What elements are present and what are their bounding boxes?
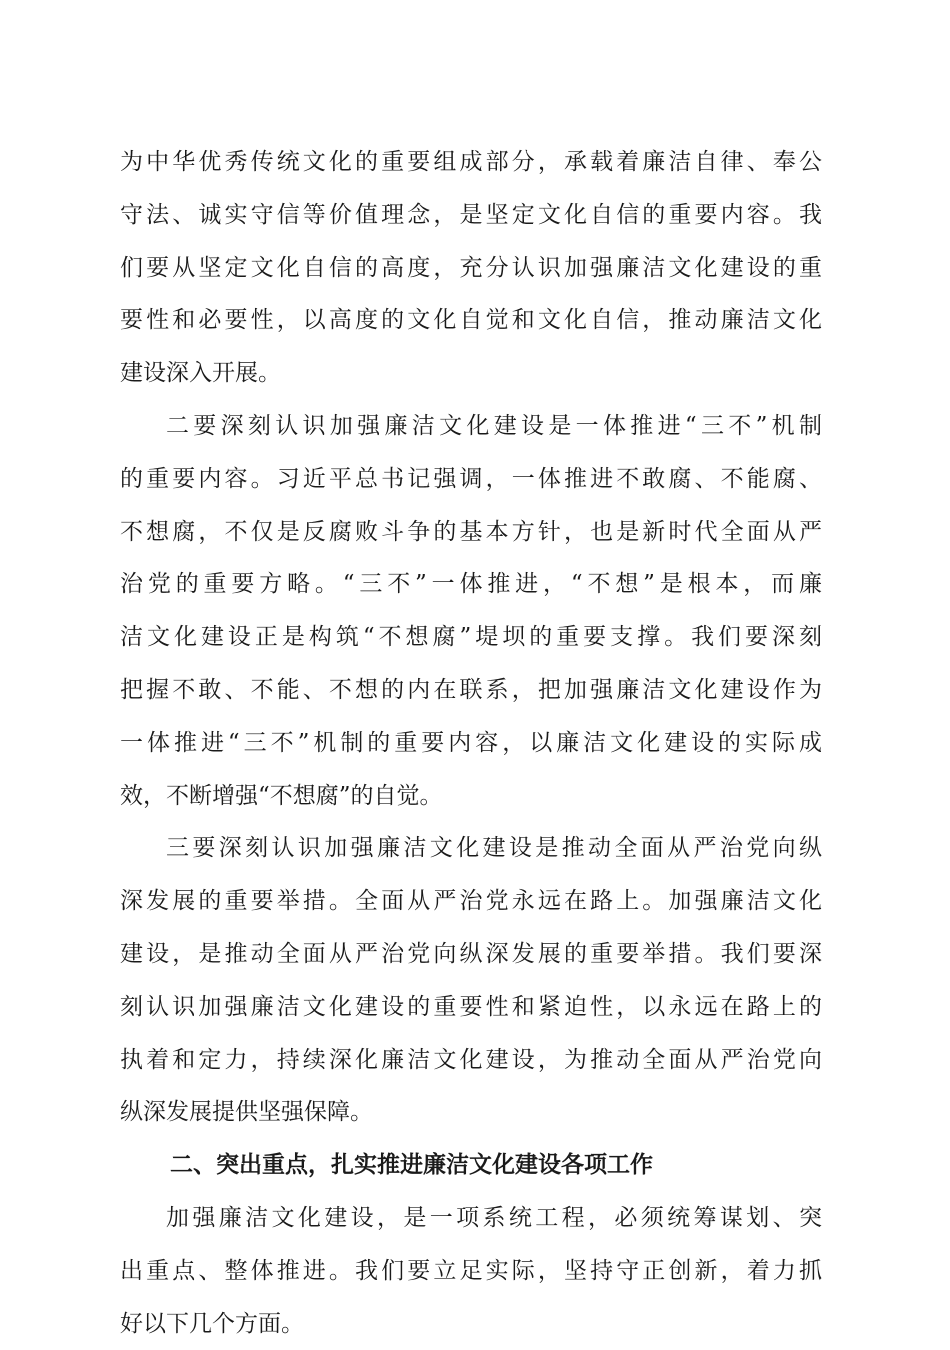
- body-line: 守法、诚实守信等价值理念，是坚定文化自信的重要内容。我: [120, 201, 822, 228]
- section-heading: 二、突出重点，扎实推进廉洁文化建设各项工作: [170, 1152, 653, 1179]
- body-line: 深发展的重要举措。全面从严治党永远在路上。加强廉洁文化: [120, 888, 822, 915]
- body-line: 效，不断增强“不想腐”的自觉。: [120, 782, 443, 809]
- body-line: 洁文化建设正是构筑“不想腐”堤坝的重要支撑。我们要深刻: [120, 624, 822, 651]
- body-line: 为中华优秀传统文化的重要组成部分，承载着廉洁自律、奉公: [120, 149, 822, 175]
- body-line: 建设，是推动全面从严治党向纵深发展的重要举措。我们要深: [120, 940, 822, 967]
- body-line: 把握不敢、不能、不想的内在联系，把加强廉洁文化建设作为: [120, 676, 822, 703]
- body-line: 不想腐，不仅是反腐败斗争的基本方针，也是新时代全面从严: [120, 518, 822, 545]
- body-line: 出重点、整体推进。我们要立足实际，坚持守正创新，着力抓: [120, 1257, 822, 1284]
- body-line: 执着和定力，持续深化廉洁文化建设，为推动全面从严治党向: [120, 1046, 822, 1073]
- body-line: 纵深发展提供坚强保障。: [120, 1099, 373, 1126]
- body-line: 好以下几个方面。: [120, 1310, 304, 1337]
- body-line: 要性和必要性，以高度的文化自觉和文化自信，推动廉洁文化: [120, 307, 822, 334]
- body-line: 建设深入开展。: [120, 360, 281, 387]
- body-line: 们要从坚定文化自信的高度，充分认识加强廉洁文化建设的重: [120, 254, 822, 281]
- body-line: 刻认识加强廉洁文化建设的重要性和紧迫性，以永远在路上的: [120, 993, 822, 1020]
- body-line: 加强廉洁文化建设，是一项系统工程，必须统筹谋划、突: [166, 1204, 822, 1231]
- body-line: 三要深刻认识加强廉洁文化建设是推动全面从严治党向纵: [166, 835, 822, 862]
- body-line: 的重要内容。习近平总书记强调，一体推进不敢腐、不能腐、: [120, 465, 822, 492]
- document-body: [120, 136, 822, 1350]
- body-line: 治党的重要方略。“三不”一体推进，“不想”是根本，而廉: [120, 571, 822, 598]
- body-line: 一体推进“三不”机制的重要内容，以廉洁文化建设的实际成: [120, 729, 822, 756]
- body-line: 二要深刻认识加强廉洁文化建设是一体推进“三不”机制: [166, 412, 822, 439]
